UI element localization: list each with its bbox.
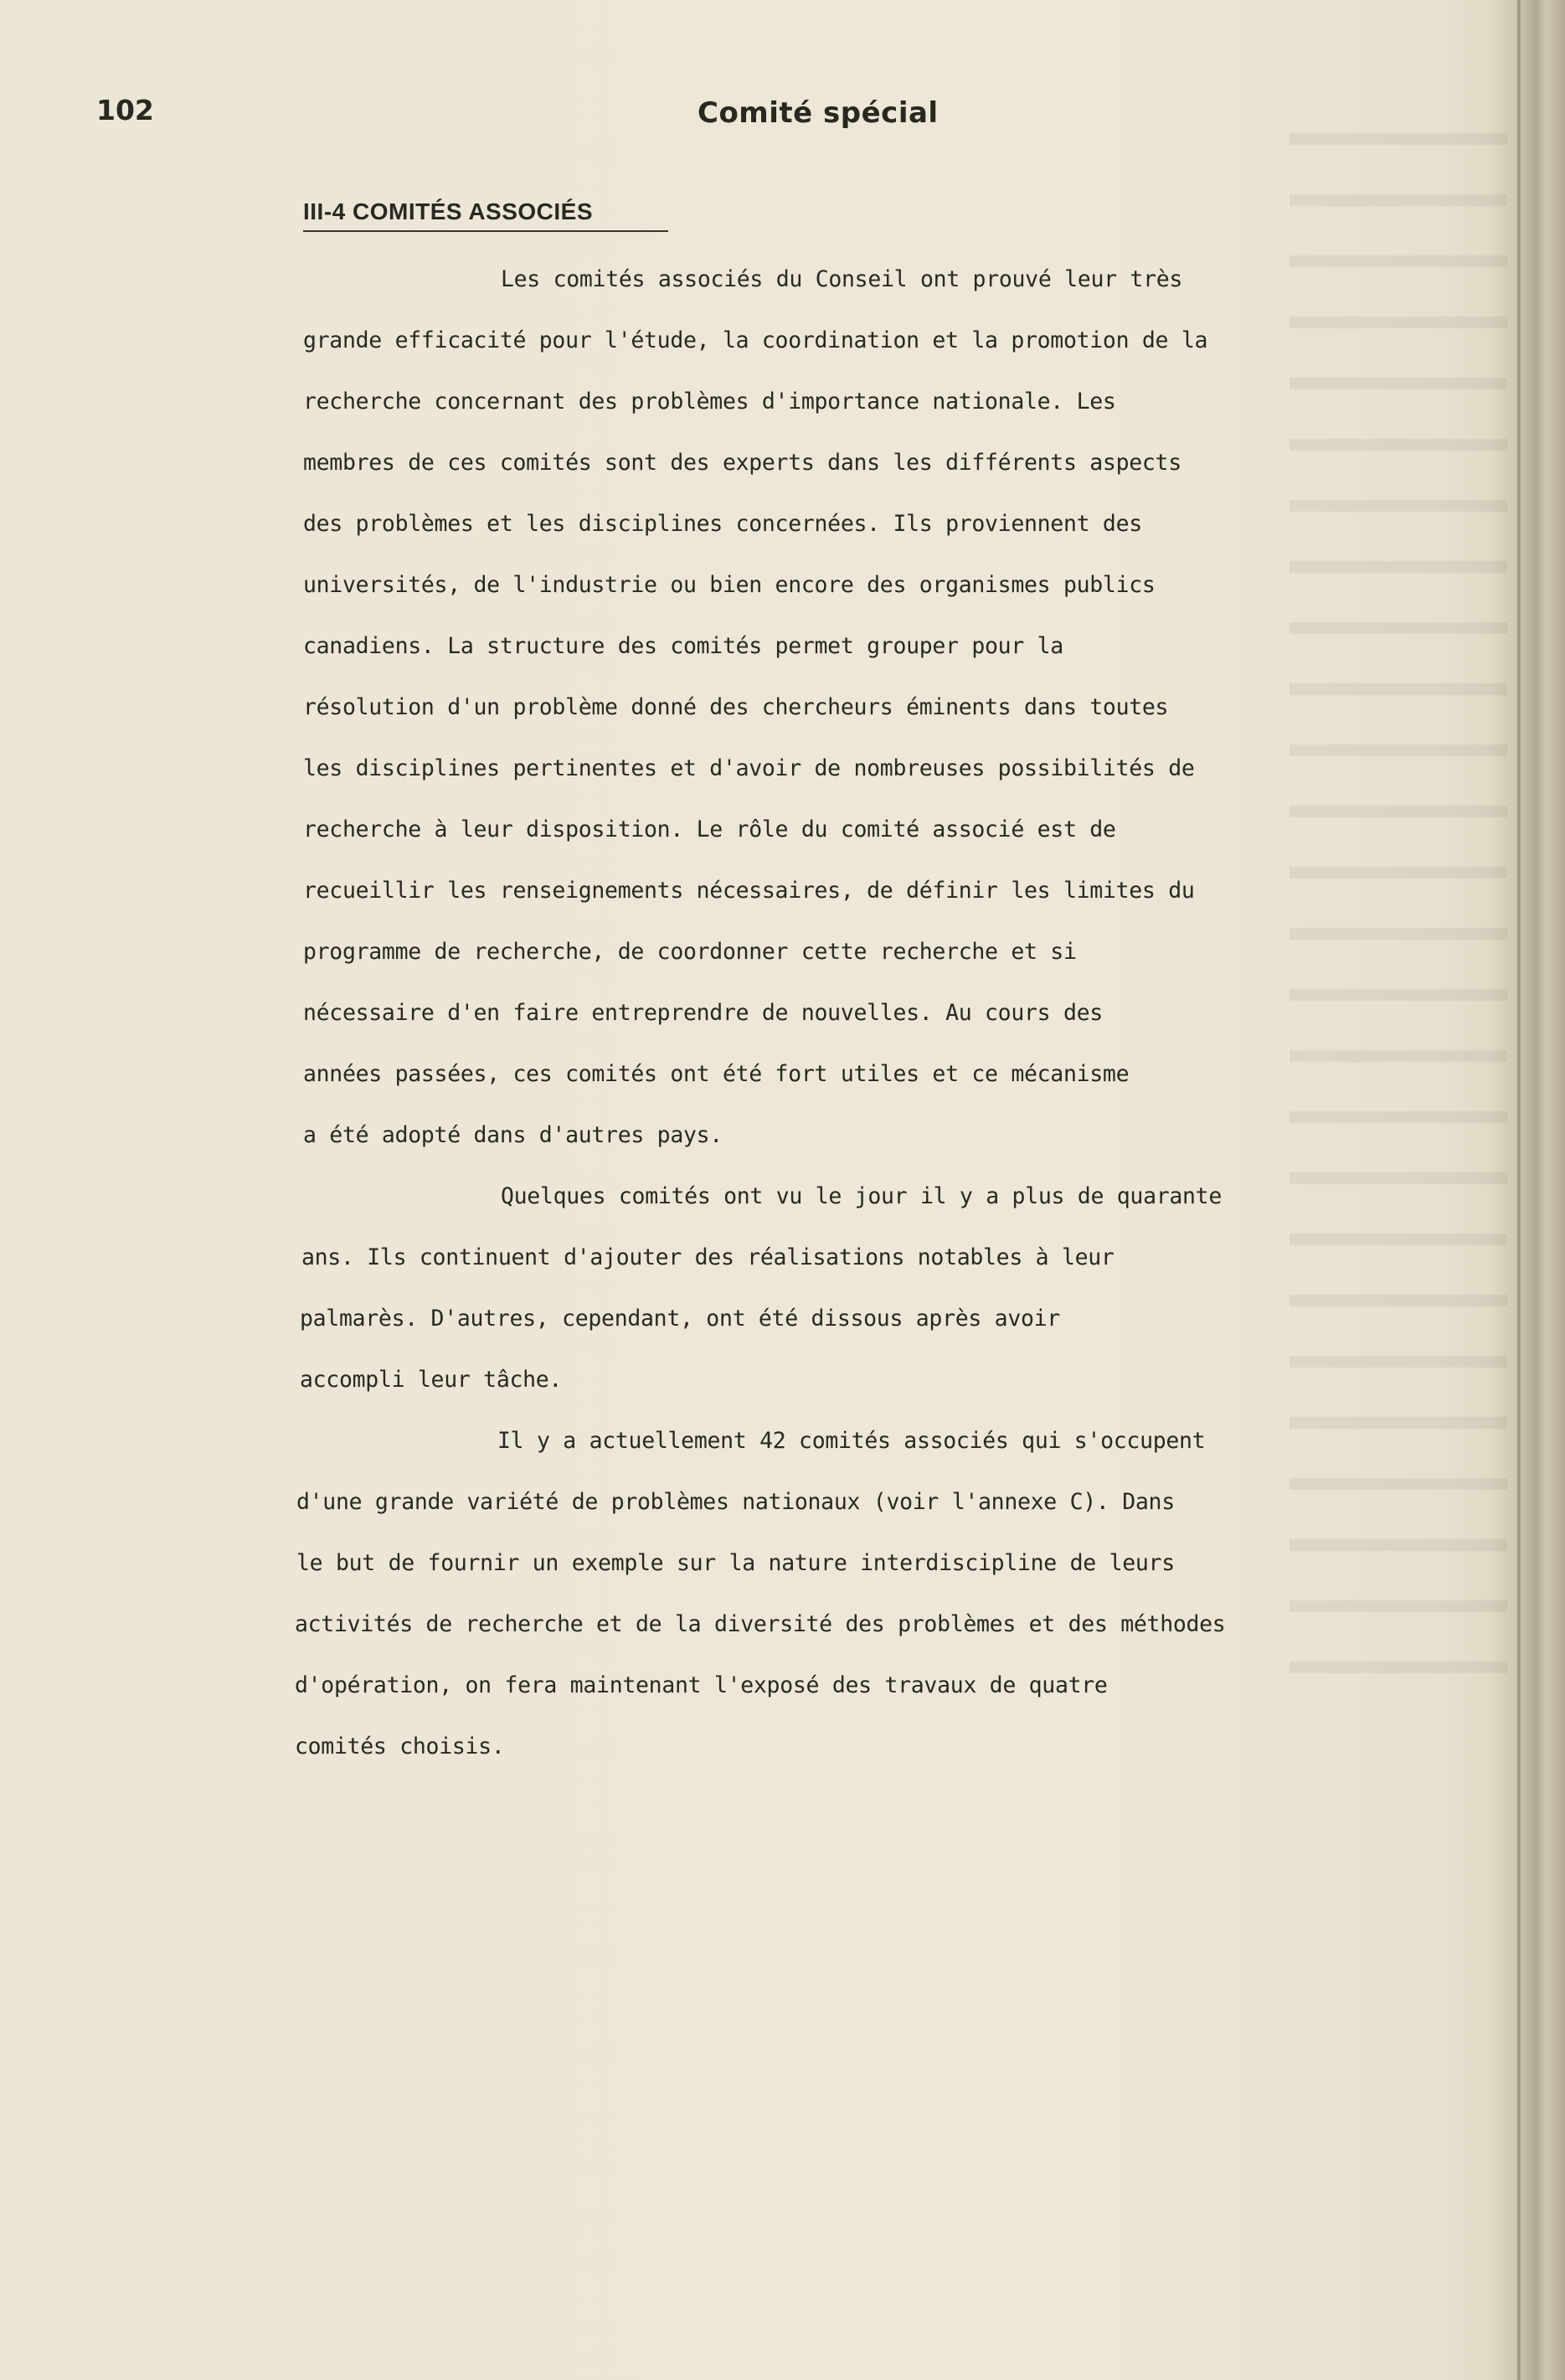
text-line: universités, de l'industrie ou bien encore des organismes publics bbox=[303, 572, 1156, 598]
text-line: le but de fournir un exemple sur la nature interdiscipline de leurs bbox=[296, 1550, 1175, 1576]
text-line: Il y a actuellement 42 comités associés qui s'occupent bbox=[497, 1428, 1206, 1454]
binding-edge bbox=[1516, 0, 1521, 2380]
text-line: comités choisis. bbox=[295, 1733, 505, 1759]
text-line: les disciplines pertinentes et d'avoir de nombreuses possibilités de bbox=[303, 755, 1195, 781]
binding-shadow bbox=[1490, 0, 1565, 2380]
running-title: Comité spécial bbox=[698, 96, 939, 130]
section-heading: III-4 COMITÉS ASSOCIÉS bbox=[303, 198, 668, 232]
text-line: a été adopté dans d'autres pays. bbox=[303, 1122, 723, 1148]
text-line: membres de ces comités sont des experts dans les différents aspects bbox=[303, 450, 1181, 476]
text-line: activités de recherche et de la diversité des problèmes et des méthodes bbox=[295, 1611, 1226, 1637]
text-line: ans. Ils continuent d'ajouter des réalisations notables à leur bbox=[301, 1244, 1115, 1270]
text-line: résolution d'un problème donné des chercheurs éminents dans toutes bbox=[303, 694, 1169, 720]
text-line: d'opération, on fera maintenant l'exposé des travaux de quatre bbox=[295, 1672, 1108, 1698]
text-line: recherche concernant des problèmes d'importance nationale. Les bbox=[303, 389, 1116, 415]
text-line: années passées, ces comités ont été fort utiles et ce mécanisme bbox=[303, 1061, 1130, 1087]
text-line: programme de recherche, de coordonner cette recherche et si bbox=[303, 939, 1077, 965]
text-line: recueillir les renseignements nécessaires, de définir les limites du bbox=[303, 878, 1195, 904]
text-line: canadiens. La structure des comités permet grouper pour la bbox=[303, 633, 1063, 659]
show-through-text bbox=[1290, 92, 1507, 1683]
text-line: accompli leur tâche. bbox=[300, 1367, 563, 1393]
text-line: Quelques comités ont vu le jour il y a plus de quarante bbox=[501, 1183, 1222, 1209]
text-line: recherche à leur disposition. Le rôle du comité associé est de bbox=[303, 817, 1116, 842]
text-line: des problèmes et les disciplines concernées. Ils proviennent des bbox=[303, 511, 1142, 537]
page-number: 102 bbox=[96, 94, 154, 126]
text-line: palmarès. D'autres, cependant, ont été dissous après avoir bbox=[300, 1306, 1060, 1332]
text-line: d'une grande variété de problèmes nationaux (voir l'annexe C). Dans bbox=[296, 1489, 1175, 1515]
text-line: Les comités associés du Conseil ont prouvé leur très bbox=[501, 266, 1183, 292]
text-line: nécessaire d'en faire entreprendre de nouvelles. Au cours des bbox=[303, 1000, 1103, 1026]
text-line: grande efficacité pour l'étude, la coordination et la promotion de la bbox=[303, 327, 1208, 353]
